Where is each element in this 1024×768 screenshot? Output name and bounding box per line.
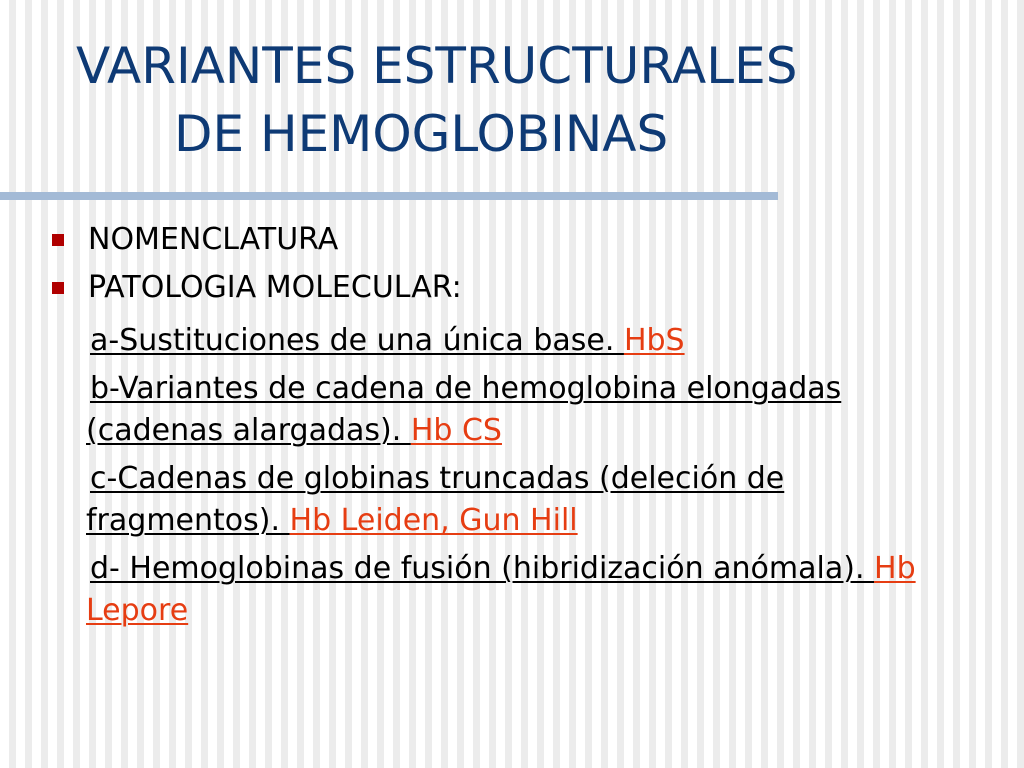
square-bullet-icon [52, 234, 64, 246]
sub-item-example: HbS [623, 323, 685, 358]
sub-item-list [0, 320, 1024, 638]
slide-title-line-1: VARIANTES ESTRUCTURALES [76, 37, 798, 95]
square-bullet-icon [52, 282, 64, 294]
sub-item-text: d- Hemoglobinas de fusión (hibridización anómala). [90, 551, 875, 586]
title-divider [0, 192, 778, 200]
sub-item-b [0, 368, 986, 452]
sub-item-text: b-Variantes de cadena de hemoglobina elongadas (cadenas alargadas). [86, 371, 842, 448]
bullet-item-patologia [0, 264, 1024, 312]
bullet-list [0, 216, 1024, 312]
sub-item-d [0, 548, 986, 632]
sub-item-a [0, 320, 986, 362]
sub-item-text: c-Cadenas de globinas truncadas (deleción de fragmentos). [86, 461, 785, 538]
bullet-text: NOMENCLATURA [88, 222, 339, 257]
sub-item-example: Hb Leiden, Gun Hill [289, 503, 578, 538]
sub-item-text: a-Sustituciones de una única base. [90, 323, 624, 358]
slide-title-line-2: DE HEMOGLOBINAS [174, 105, 669, 163]
sub-item-c [0, 458, 986, 542]
bullet-text: PATOLOGIA MOLECULAR: [88, 270, 462, 305]
slide-title [0, 32, 1024, 168]
sub-item-example: Hb Lepore [86, 551, 916, 628]
bullet-item-nomenclatura [0, 216, 1024, 264]
sub-item-example: Hb CS [410, 413, 502, 448]
